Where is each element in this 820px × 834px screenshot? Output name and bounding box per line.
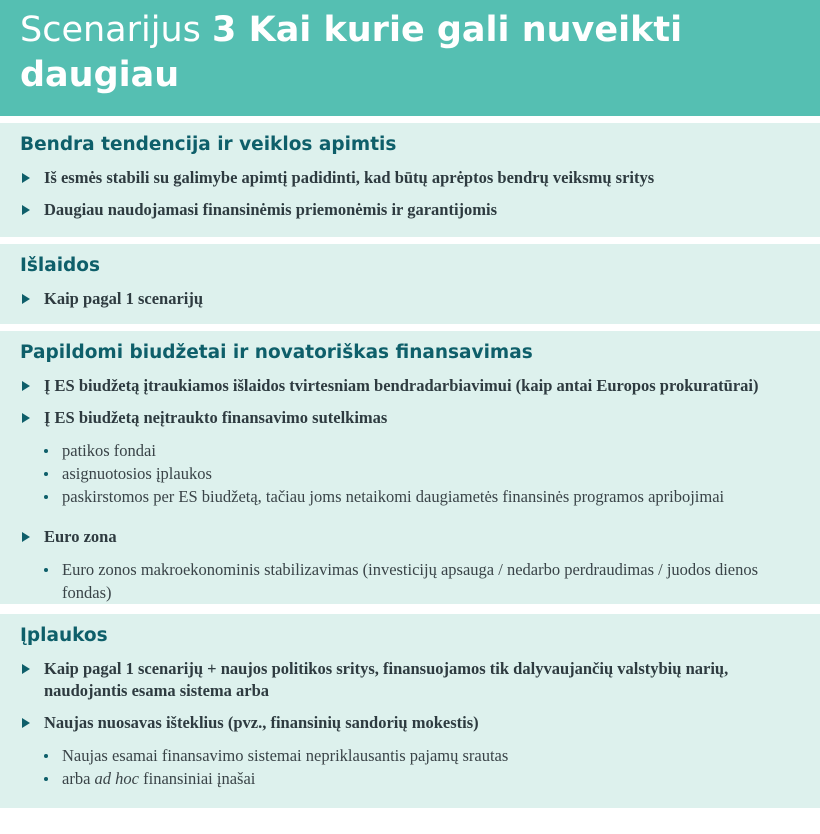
section-title: Papildomi biudžetai ir novatoriškas finansavimas bbox=[20, 342, 533, 363]
sub-list bbox=[44, 558, 806, 604]
list-item-text: Į ES biudžetą įtraukiamos išlaidos tvirtesniam bendradarbiavimui (kaip antai Europos prokuratūrai) bbox=[44, 376, 759, 395]
section-revenue bbox=[0, 614, 820, 808]
sub-list-item bbox=[44, 439, 806, 462]
dot-bullet-icon bbox=[44, 777, 48, 781]
sub-list-item-text bbox=[62, 767, 255, 790]
sub-list-item-text: paskirstomos per ES biudžetą, tačiau joms netaikomi daugiametės finansinės programos apribojimai bbox=[62, 487, 725, 506]
sub-list-item bbox=[44, 462, 806, 485]
list-item-text: Daugiau naudojamasi finansinėmis priemonėmis ir garantijomis bbox=[44, 200, 498, 219]
sub-list-item-text: asignuotosios įplaukos bbox=[62, 464, 212, 483]
italic-term: ad hoc bbox=[94, 769, 139, 788]
list-item bbox=[20, 199, 806, 221]
sub-list-item-text: patikos fondai bbox=[62, 441, 156, 460]
section-title: Išlaidos bbox=[20, 255, 101, 276]
list-item bbox=[20, 712, 806, 734]
dot-bullet-icon bbox=[44, 472, 48, 476]
header-prefix: Scenarijus bbox=[20, 10, 201, 50]
page-header bbox=[0, 0, 820, 116]
triangle-bullet-icon bbox=[22, 205, 30, 215]
triangle-bullet-icon bbox=[22, 532, 30, 542]
triangle-bullet-icon bbox=[22, 413, 30, 423]
list-item-text: Į ES biudžetą neįtraukto finansavimo sutelkimas bbox=[44, 408, 388, 427]
triangle-bullet-icon bbox=[22, 381, 30, 391]
sub-list bbox=[44, 744, 806, 790]
section-title: Įplaukos bbox=[20, 625, 108, 646]
list-item-text: Euro zona bbox=[44, 527, 117, 546]
list-item-text: Naujas nuosavas išteklius (pvz., finansinių sandorių mokestis) bbox=[44, 713, 479, 732]
list-item-text: Kaip pagal 1 scenarijų bbox=[44, 289, 204, 308]
list-item bbox=[20, 288, 806, 310]
sub-list-item bbox=[44, 485, 806, 508]
text-before: arba bbox=[62, 769, 91, 788]
list-item bbox=[20, 658, 806, 702]
text-after: finansiniai įnašai bbox=[143, 769, 256, 788]
sub-list-item-text: Euro zonos makroekonominis stabilizavimas (investicijų apsauga / nedarbo perdraudimas / juodos dienos fondas) bbox=[62, 560, 759, 602]
section-expenditure bbox=[0, 244, 820, 324]
triangle-bullet-icon bbox=[22, 664, 30, 674]
list-item-text: Kaip pagal 1 scenarijų + naujos politikos sritys, finansuojamos tik dalyvaujančių valstybių narių, naudojantis esama sistema arba bbox=[44, 659, 729, 700]
sub-list-item bbox=[44, 767, 806, 790]
list-item bbox=[20, 526, 806, 548]
sub-list bbox=[44, 439, 806, 508]
dot-bullet-icon bbox=[44, 754, 48, 758]
sub-list-item-text: Naujas esamai finansavimo sistemai nepriklausantis pajamų srautas bbox=[62, 746, 509, 765]
list-item-text: Iš esmės stabili su galimybe apimtį padidinti, kad būtų aprėptos bendrų veiksmų sritys bbox=[44, 168, 655, 187]
section-general-trend bbox=[0, 123, 820, 237]
dot-bullet-icon bbox=[44, 449, 48, 453]
dot-bullet-icon bbox=[44, 495, 48, 499]
list-item bbox=[20, 375, 806, 397]
triangle-bullet-icon bbox=[22, 294, 30, 304]
list-item bbox=[20, 407, 806, 429]
section-title: Bendra tendencija ir veiklos apimtis bbox=[20, 134, 397, 155]
sub-list-item bbox=[44, 558, 806, 604]
header-title: 3 Kai kurie gali nuveikti daugiau bbox=[20, 10, 683, 95]
dot-bullet-icon bbox=[44, 568, 48, 572]
sub-list-item bbox=[44, 744, 806, 767]
section-additional-budgets bbox=[0, 331, 820, 604]
triangle-bullet-icon bbox=[22, 173, 30, 183]
list-item bbox=[20, 167, 806, 189]
triangle-bullet-icon bbox=[22, 718, 30, 728]
